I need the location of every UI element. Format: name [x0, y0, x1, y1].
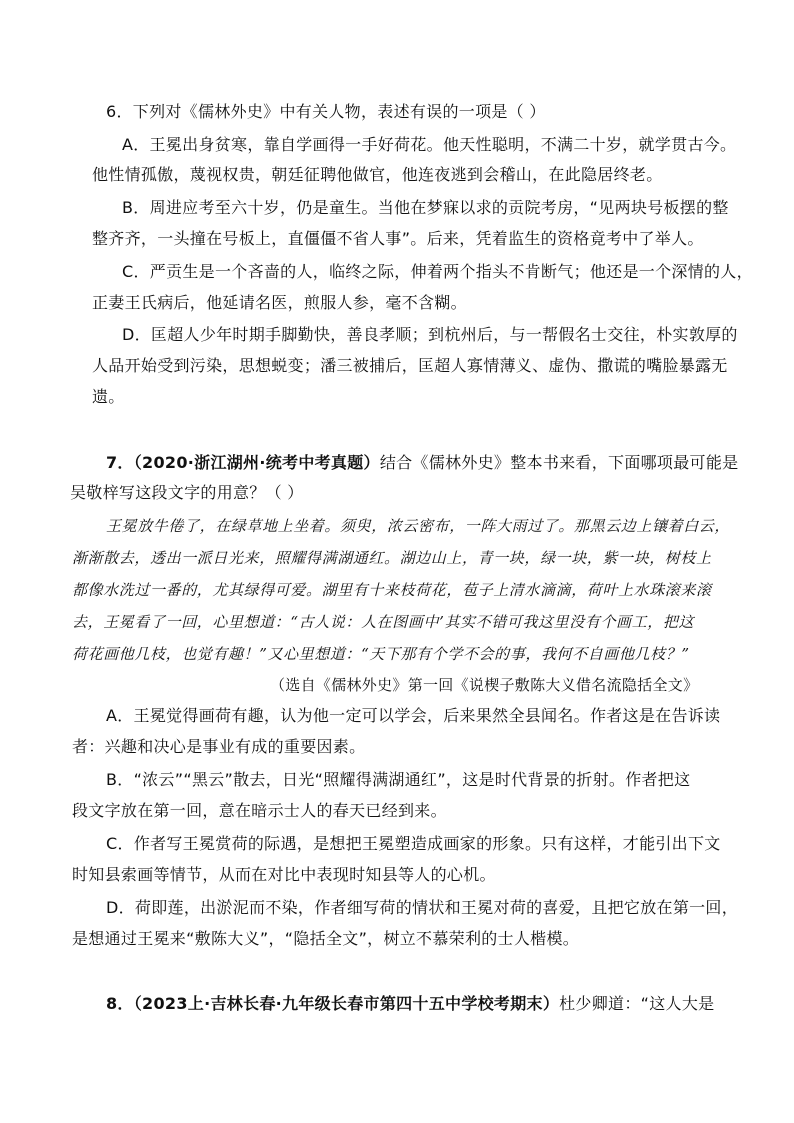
q7-passage-line-4: 去，王冕看了一回，心里想道：“古人说：人在图画中’其实不错可我这里没有个画工，把这: [72, 613, 695, 631]
q7-stem-rest: 结合《儒林外史》整本书来看，下面哪项最可能是: [379, 453, 739, 472]
q6-option-a-line-2: 他性情孤傲，蔑视权贵，朝廷征聘他做官，他连夜逃到会稽山，在此隐居终老。: [92, 165, 663, 184]
q6-option-c-line-2: 正妻王氏病后，他延请名医，煎服人参，毫不含糊。: [92, 293, 467, 312]
q7-stem-line-1: [106, 453, 738, 473]
q7-passage-line-5: 荷花画他几枝，也觉有趣！”又心里想道：“天下那有个学不会的事，我何不自画他几枝？”: [72, 645, 690, 663]
q7-option-c-line-1: C．作者写王冕赏荷的际遇，是想把王冕塑造成画家的形象。只有这样，才能引出下文: [106, 834, 721, 853]
q8-stem-rest: 杜少卿道：“这人大是: [559, 994, 715, 1013]
q6-option-d-line-2: 人品开始受到污染，思想蜕变；潘三被捕后，匡超人寡情薄义、虚伪、撒谎的嘴脸暴露无: [92, 356, 728, 375]
q7-option-d-line-2: 是想通过王冕来“敷陈大义”，“隐括全文”，树立不慕荣利的士人楷模。: [72, 929, 580, 948]
q7-option-b-line-2: 段文字放在第一回，意在暗示士人的春天已经到来。: [72, 801, 447, 820]
q6-option-d-line-3: 遗。: [92, 387, 125, 406]
q6-option-a-line-1: A．王冕出身贫寒，靠自学画得一手好荷花。他天性聪明，不满二十岁，就学贯古今。: [122, 135, 737, 154]
q7-option-a-line-1: A．王冕觉得画荷有趣，认为他一定可以学会，后来果然全县闻名。作者这是在告诉读: [106, 706, 721, 725]
q6-option-c-line-1: C．严贡生是一个吝啬的人，临终之际，伸着两个指头不肯断气；他还是一个深情的人，: [122, 262, 753, 281]
q7-option-a-line-2: 者：兴趣和决心是事业有成的重要因素。: [72, 737, 366, 756]
q7-attribution: （选自《儒林外史》第一回《说楔子敷陈大义借名流隐括全文》: [270, 676, 699, 694]
q7-passage-line-3: 都像水洗过一番的，尤其绿得可爱。湖里有十来枝荷花，苞子上清水滴滴，荷叶上水珠滚来滚: [72, 581, 712, 599]
q6-stem: 6．下列对《儒林外史》中有关人物，表述有误的一项是（ ）: [106, 102, 546, 121]
q8-source: 8．（2023上·吉林长春·九年级长春市第四十五中学校考期末）: [106, 994, 560, 1013]
q8-stem-line-1: [106, 994, 714, 1014]
q7-option-b-line-1: B．“浓云”“黑云”散去，日光“照耀得满湖通红”，这是时代背景的折射。作者把这: [106, 770, 691, 789]
q6-option-d-line-1: D．匡超人少年时期手脚勤快，善良孝顺；到杭州后，与一帮假名士交往，朴实敦厚的: [122, 325, 738, 344]
q7-option-c-line-2: 时知县索画等情节，从而在对比中表现时知县等人的心机。: [72, 865, 496, 884]
q6-option-b-line-2: 整齐齐，一头撞在号板上，直僵僵不省人事”。后来，凭着监生的资格竟考中了举人。: [92, 229, 704, 248]
q7-option-d-line-1: D．荷即莲，出淤泥而不染，作者细写荷的情状和王冕对荷的喜爱，且把它放在第一回，: [106, 898, 739, 917]
q7-passage-line-2: 渐渐散去，透出一派日光来，照耀得满湖通红。湖边山上，青一块，绿一块，紫一块，树枝上: [72, 549, 712, 567]
q6-option-b-line-1: B．周进应考至六十岁，仍是童生。当他在梦寐以求的贡院考房，“见两块号板摆的整: [122, 198, 729, 217]
q7-stem-line-2: 吴敬梓写这段文字的用意？（ ）: [70, 483, 304, 502]
q7-passage-line-1: 王冕放牛倦了，在绿草地上坐着。须臾，浓云密布，一阵大雨过了。那黑云边上镶着白云，: [106, 517, 731, 535]
q7-source: 7．（2020·浙江湖州·统考中考真题）: [106, 453, 380, 472]
